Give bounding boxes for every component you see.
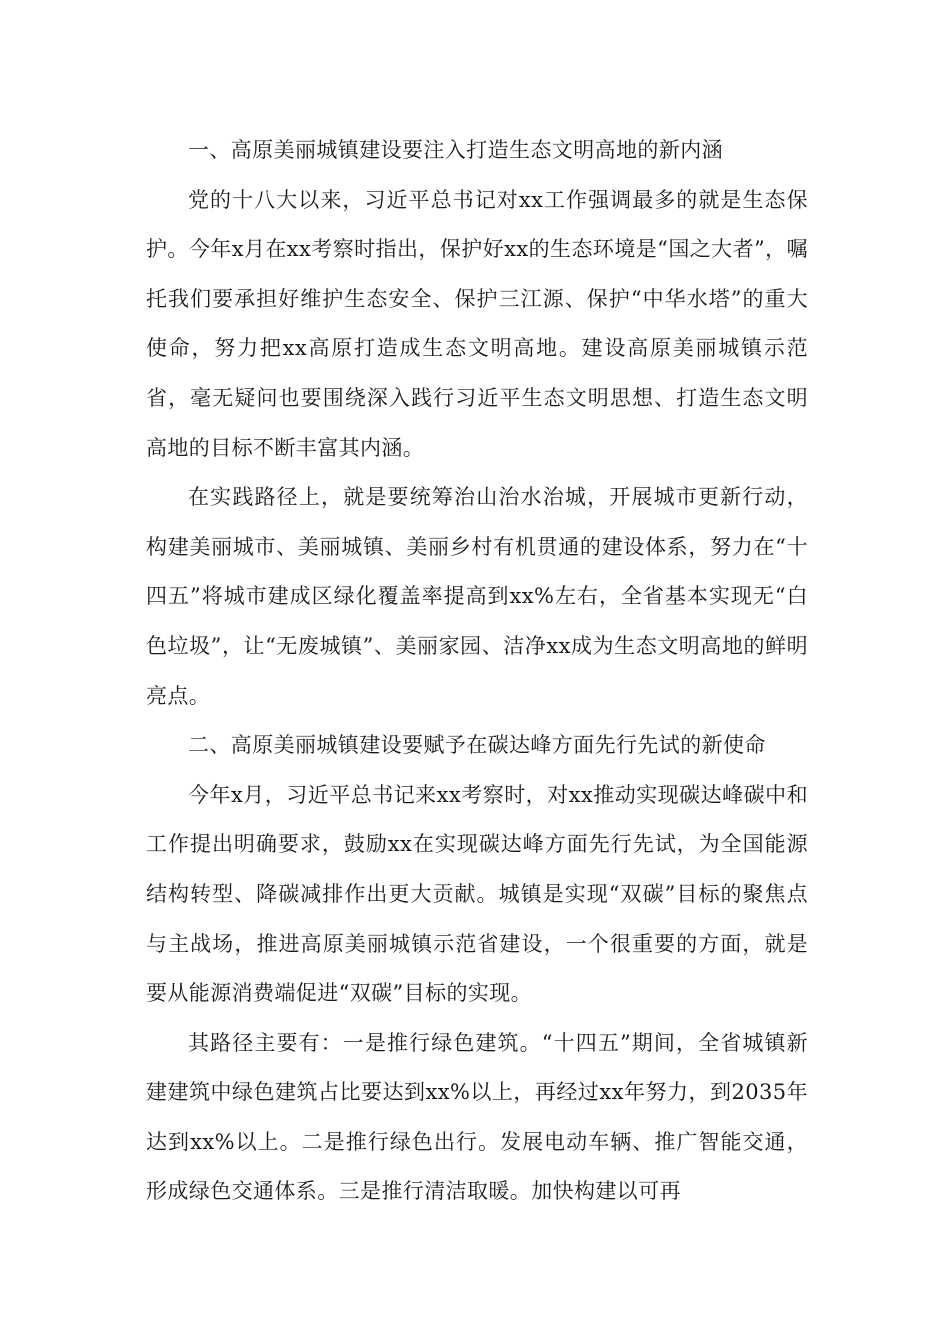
section-heading-1: 一、高原美丽城镇建设要注入打造生态文明高地的新内涵 xyxy=(188,138,723,162)
paragraph-3: 今年x月，习近平总书记来xx考察时，对xx推动实现碳达峰碳中和工作提出明确要求，鼓励xx在实现碳达峰方面先行先试，为全国能源结构转型、降碳减排作出更大贡献。城镇是实现“双碳”目标的聚焦点与主战场，推进高原美丽城镇示范省建设，一个很重要的方面，就是要从能源消费端促进“双碳”目标的实现。 xyxy=(146,782,808,1006)
document-body xyxy=(146,126,808,1217)
paragraph-1: 党的十八大以来，习近平总书记对xx工作强调最多的就是生态保护。今年x月在xx考察时指出，保护好xx的生态环境是“国之大者”，嘱托我们要承担好维护生态安全、保护三江源、保护“中华水塔”的重大使命，努力把xx高原打造成生态文明高地。建设高原美丽城镇示范省，毫无疑问也要围绕深入践行习近平生态文明思想、打造生态文明高地的目标不断丰富其内涵。 xyxy=(146,187,808,460)
paragraph-4: 其路径主要有：一是推行绿色建筑。“十四五”期间，全省城镇新建建筑中绿色建筑占比要达到xx%以上，再经过xx年努力，到2035年达到xx%以上。二是推行绿色出行。发展电动车辆、推广智能交通，形成绿色交通体系。三是推行清洁取暖。加快构建以可再 xyxy=(146,1030,808,1204)
section-heading-2: 二、高原美丽城镇建设要赋予在碳达峰方面先行先试的新使命 xyxy=(188,733,766,758)
paragraph-2: 在实践路径上，就是要统筹治山治水治城，开展城市更新行动，构建美丽城市、美丽城镇、美丽乡村有机贯通的建设体系，努力在“十四五”将城市建成区绿化覆盖率提高到xx%左右，全省基本实现无“白色垃圾”，让“无废城镇”、美丽家园、洁净xx成为生态文明高地的鲜明亮点。 xyxy=(146,485,808,708)
